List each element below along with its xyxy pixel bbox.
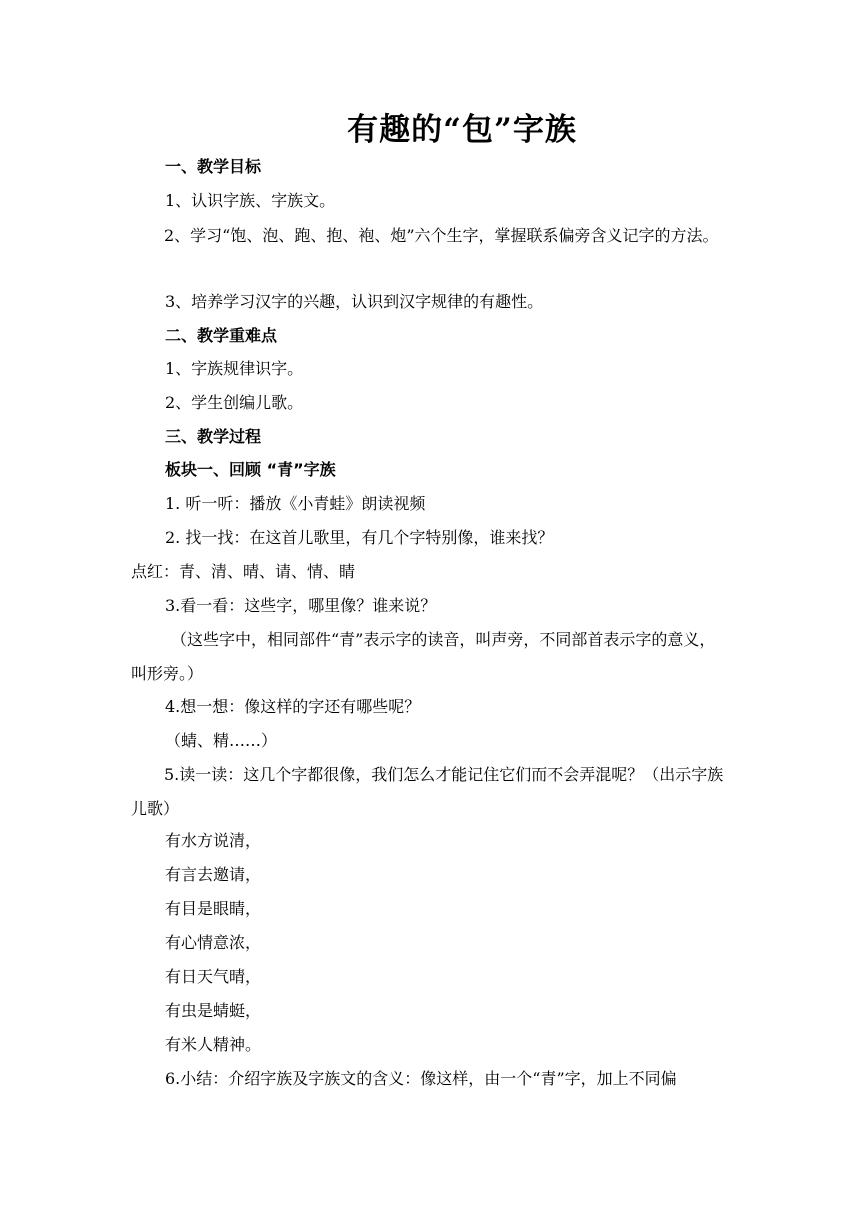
poem-line-2: 有言去邀请，: [165, 865, 262, 884]
poem-line-7: 有米人精神。: [165, 1035, 262, 1054]
step-5: 5.读一读：这几个字都很像，我们怎么才能记住它们而不会弄混呢？（出示字族儿歌）: [131, 765, 724, 818]
step-2: 2. 找一找：在这首儿歌里，有几个字特别像，谁来找？: [165, 528, 554, 547]
goal-2: 2、学习“饱、泡、跑、抱、袍、炮”六个生字，掌握联系偏旁含义记字的方法。: [164, 226, 719, 245]
poem-line-4: 有心情意浓，: [165, 933, 262, 952]
heading-process: 三、教学过程: [165, 427, 262, 446]
page-title: 有趣的“包”字族: [347, 112, 577, 148]
goal-3: 3、培养学习汉字的兴趣，认识到汉字规律的有趣性。: [165, 292, 544, 311]
section-1-title: 板块一、回顾 “青”字族: [165, 460, 336, 479]
key-point-2: 2、学生创编儿歌。: [165, 393, 304, 412]
poem-line-3: 有目是眼睛，: [165, 899, 262, 918]
step-1: 1. 听一听：播放《小青蛙》朗读视频: [165, 494, 426, 513]
goal-1: 1、认识字族、字族文。: [165, 191, 336, 210]
step-2-note: 点红：青、清、晴、请、情、睛: [131, 562, 356, 581]
heading-teaching-goals: 一、教学目标: [165, 157, 262, 176]
step-4: 4.想一想：像这样的字还有哪些呢？: [165, 697, 421, 716]
step-6: 6.小结：介绍字族及字族文的含义：像这样，由一个“青”字，加上不同偏: [165, 1069, 677, 1088]
poem-line-6: 有虫是蜻蜓，: [165, 1001, 262, 1020]
heading-key-points: 二、教学重难点: [165, 326, 278, 345]
key-point-1: 1、字族规律识字。: [165, 359, 304, 378]
poem-line-1: 有水方说清，: [165, 831, 262, 850]
step-3-note: （这些字中，相同部件“青”表示字的读音，叫声旁，不同部首表示字的意义，叫形旁。）: [131, 630, 716, 683]
step-3: 3.看一看：这些字，哪里像？谁来说？: [165, 596, 437, 615]
step-4-note: （蜻、精……）: [165, 731, 278, 750]
poem-line-5: 有日天气晴，: [165, 967, 262, 986]
